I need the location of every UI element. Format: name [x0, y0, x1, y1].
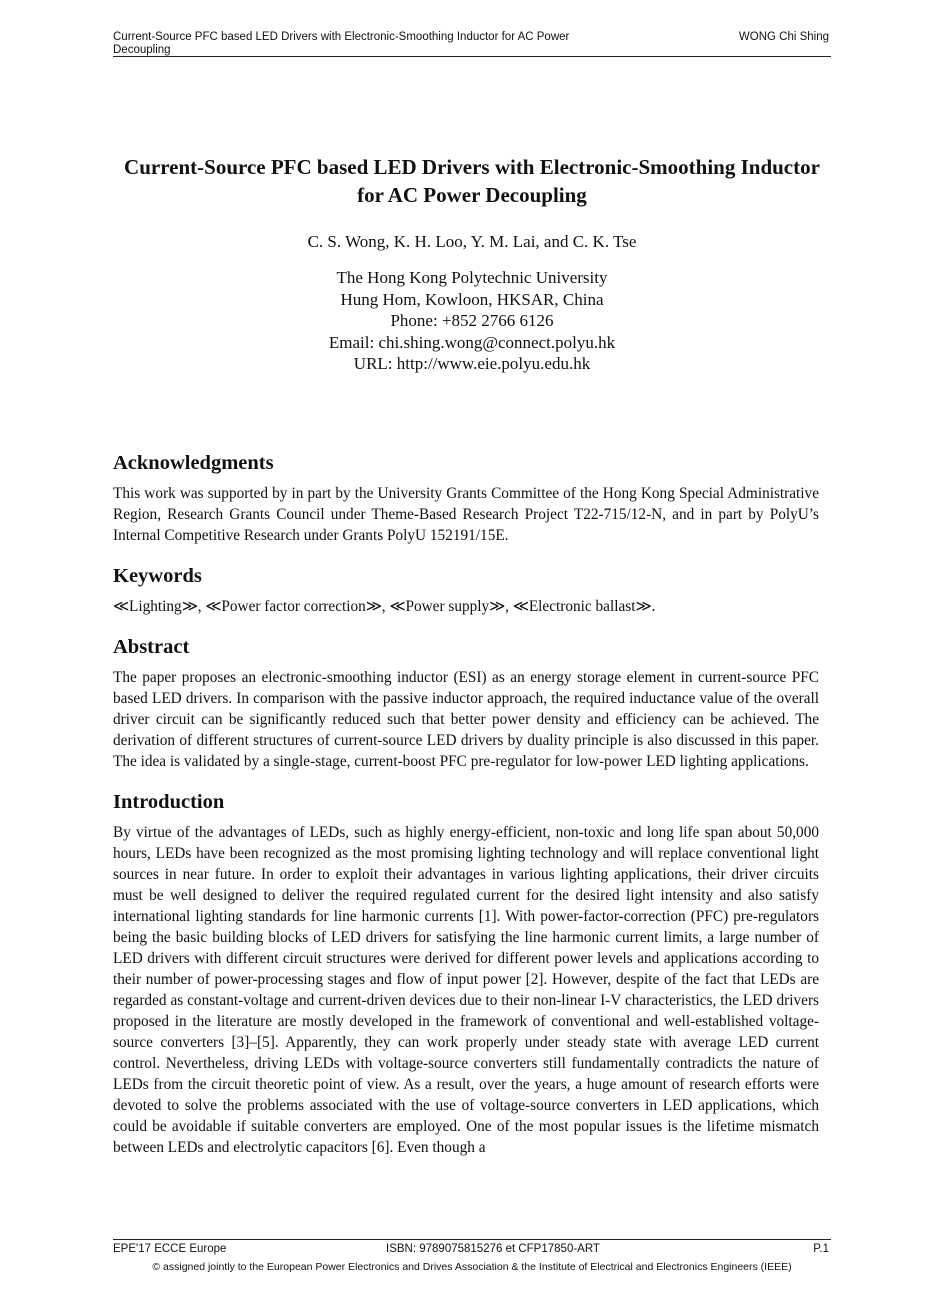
section-text: By virtue of the advantages of LEDs, such as highly energy-efficient, non-toxic and long life span about 50,000 hours, LEDs have been recognized as the most promising lighting technology and will replace conventional light sources in near future. In order to exploit their advantages in various lighting applications, their driver circuits must be well designed to deliver the required regulated current for the desired light intensity and also satisfy international lighting standards for line harmonic currents [1]. With power-factor-correction (PFC) pre-regulators being the basic building blocks of LED drivers for satisfying the line harmonic current limits, a large number of LED drivers with different circuit structures were derived for different power levels and applications according to their number of power-processing stages and flow of input power [2]. However, despite of the fact that LEDs are regarded as constant-voltage and current-driven devices due to their non-linear I-V characteristics, the LED drivers proposed in the literature are mostly developed in the framework of conventional and well-established voltage-source converters [3]–[5]. Apparently, they can work properly under steady state with average LED current control. Nevertheless, driving LEDs with voltage-source converters still fundamentally contradicts the nature of LEDs from the circuit theoretic point of view. As a result, over the years, a huge amount of research efforts were devoted to solve the problems associated with the use of voltage-source converters in LED applications, which could be avoidable if suitable converters are employed. One of the most popular issues is the lifetime mismatch between LEDs and electrolytic capacitors [6]. Even though a: [113, 824, 819, 1156]
section-text: The paper proposes an electronic-smoothing inductor (ESI) as an energy storage element in current-source PFC based LED drivers. In comparison with the passive inductor approach, the required inductance value of the overall driver circuit can be significantly reduced such that better power density and efficiency can be achieved. The derivation of different structures of current-source LED drivers by duality principle is also discussed in this paper. The idea is validated by a single-stage, current-boost PFC pre-regulator for low-power LED lighting applications.: [113, 669, 819, 770]
keywords-list: ≪Lighting≫, ≪Power factor correction≫, ≪Power supply≫, ≪Electronic ballast≫.: [113, 598, 656, 615]
title-block: [113, 153, 831, 375]
paper-body: [113, 450, 819, 1175]
affiliation-line: The Hong Kong Polytechnic University: [336, 268, 608, 287]
authors: C. S. Wong, K. H. Loo, Y. M. Lai, and C. K. Tse: [307, 232, 637, 251]
affiliation-phone: Phone: +852 2766 6126: [390, 311, 554, 330]
section-heading: Abstract: [113, 636, 190, 658]
section-introduction: [113, 789, 819, 1158]
footer-page-number: P.1: [813, 1243, 829, 1255]
section-keywords: [113, 563, 819, 617]
section-heading: Keywords: [113, 565, 202, 587]
footer-isbn: ISBN: 9789075815276 et CFP17850-ART: [386, 1243, 600, 1255]
section-text: This work was supported by in part by the University Grants Committee of the Hong Kong Special Administrative Region, Research Grants Council under Theme-Based Research Project T22-715/12-N, and in part by PolyU’s Internal Competitive Research under Grants PolyU 152191/15E.: [113, 485, 819, 544]
section-abstract: [113, 634, 819, 772]
paper-title: Current-Source PFC based LED Drivers with Electronic-Smoothing Inductor for AC Power Decoupling: [124, 155, 820, 207]
running-header: [113, 30, 831, 57]
affiliation-line: Hung Hom, Kowloon, HKSAR, China: [340, 289, 604, 309]
footer-conference: EPE'17 ECCE Europe: [113, 1243, 227, 1255]
section-heading: Introduction: [113, 791, 225, 813]
footer-copyright: © assigned jointly to the European Power Electronics and Drives Association & the Institute of Electrical and Electronics Engineers (IEEE): [152, 1261, 792, 1273]
running-author: WONG Chi Shing: [738, 31, 829, 43]
section-heading: Acknowledgments: [113, 452, 274, 474]
footer-row: [113, 1243, 831, 1261]
section-acknowledgments: [113, 450, 819, 546]
page-footer: [113, 1239, 831, 1273]
affiliation-url: URL: http://www.eie.polyu.edu.hk: [353, 354, 591, 373]
running-title: Current-Source PFC based LED Drivers with Electronic-Smoothing Inductor for AC Power Decoupling: [113, 31, 570, 56]
affiliation: [113, 267, 831, 375]
affiliation-email: Email: chi.shing.wong@connect.polyu.hk: [328, 332, 616, 352]
